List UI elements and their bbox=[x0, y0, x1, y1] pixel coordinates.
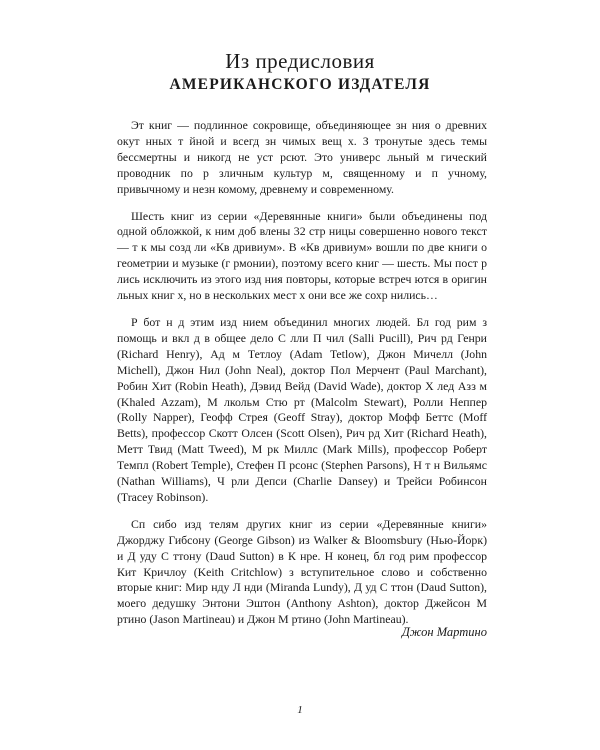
paragraph-4: Сп сибо изд телям других книг из серии «Деревянные книги» Джорджу Гибсону (George Gibson) из Walker & Bloomsbury (Нью-Йорк) и Д уду С ттону (Daud Sutton) в К нре. Н конец, бл год рим профессор Кит Кричлоу (Keith Critchlow) з вступительное слово и собственно вторые книг: Мир нду Л нди (Miranda Lundy), Д уд С ттон (Daud Sutton), моего дедушку Энтони Эштон (Anthony Ashton), доктор Джейсон М ртино (Jason Martineau) и Джон М ртино (John Martineau). bbox=[117, 516, 487, 627]
paragraph-3: Р бот н д этим изд нием объединил многих людей. Бл год рим з помощь и вкл д в общее дело С лли П чил (Salli Pucill), Рич рд Генри (Richard Henry), Ад м Тетлоу (Adam Tetlow), Джон Мичелл (John Michell), Джон Нил (John Neal), доктор Пол Мерчент (Paul Marchant), Робин Хит (Robin Heath), Дэвид Вейд (David Wade), доктор Х лед Азз м (Khaled Azzam), М лкольм Стю рт (Malcolm Stewart), Ролли Неппер (Rolly Napper), Геофф Стрея (Geoff Stray), доктор Мофф Беттс (Moff Betts), профессор Скотт Олсен (Scott Olsen), Рич рд Хит (Richard Heath), Метт Твид (Matt Tweed), М рк Миллс (Mark Mills), профессор Роберт Темпл (Robert Temple), Стефен П рсонс (Stephen Parsons), Н т н Вильямс (Nathan Williams), Ч рли Депси (Charlie Dansey) и Трейси Робинсон (Tracey Robinson). bbox=[117, 314, 487, 504]
heading-line-1: Из предисловия bbox=[225, 49, 375, 73]
paragraph-2: Шесть книг из серии «Деревянные книги» были объединены под одной обложкой, к ним доб влены 32 стр ницы совершенно нового текст — т к мы созд ли «Кв дривиум». В «Кв дривиум» вошли по две книги о геометрии и музыке (г рмонии), поэтому всего книг — шесть. Мы пост р лись исключить из этого изд ния повторы, которые встреч ются в оригин льных книг х, но в нескольких мест х они все же сохр нились… bbox=[117, 208, 487, 303]
author-signature: Джон Мартино bbox=[401, 625, 487, 639]
heading-line-2: АМЕРИКАНСКОГО ИЗДАТЕЛЯ bbox=[169, 76, 431, 93]
page-number: 1 bbox=[297, 704, 303, 716]
chapter-heading bbox=[0, 48, 600, 96]
preface-body bbox=[117, 118, 487, 639]
paragraph-1: Эт книг — подлинное сокровище, объединяющее зн ния о древних окут нных т йной и всегд зн чимых вещ х. З тронутые здесь темы бессмертны и никогд не уст рсют. Это универс льный м гический проводник по р зличным культур м, священному и п учному, привычному и незн комому, древнему и современному. bbox=[117, 118, 487, 196]
